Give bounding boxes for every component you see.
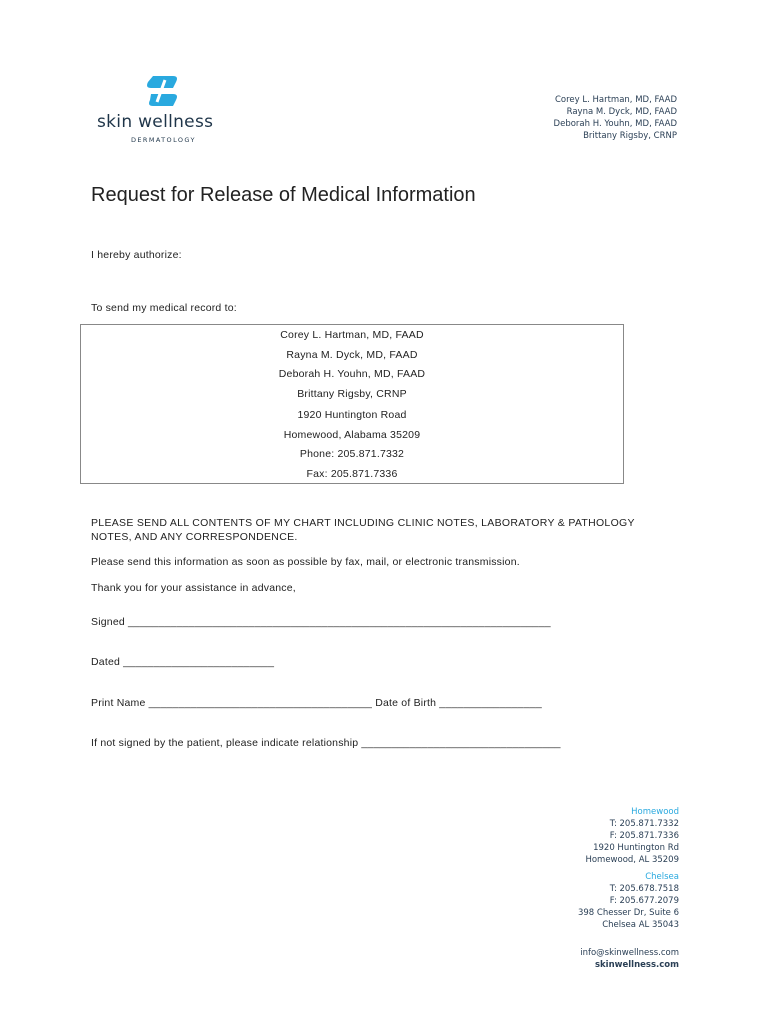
location-city: Chelsea	[645, 872, 679, 882]
asap-text: Please send this information as soon as possible by fax, mail, or electronic transmission.	[91, 556, 520, 568]
header-doctor: Brittany Rigsby, CRNP	[583, 131, 677, 141]
location-line: Homewood, AL 35209	[585, 855, 679, 865]
recipient-line: Deborah H. Youhn, MD, FAAD	[278, 368, 426, 380]
authorize-line[interactable]: I hereby authorize:	[91, 249, 182, 261]
location-line: 1920 Huntington Rd	[593, 843, 679, 853]
brand-logo	[95, 74, 230, 146]
location-line: Chelsea AL 35043	[602, 920, 679, 930]
contact-block	[580, 947, 679, 971]
recipient-line: 1920 Huntington Road	[297, 409, 407, 421]
print-name-dob-field[interactable]: Print Name _____________________________________ Date of Birth _________________	[91, 697, 542, 709]
website-link[interactable]: skinwellness.com	[594, 960, 679, 970]
recipient-box	[80, 324, 624, 484]
brand-subtitle: DERMATOLOGY	[131, 136, 196, 144]
send-to-label: To send my medical record to:	[91, 302, 237, 314]
location-line: F: 205.871.7336	[609, 831, 679, 841]
location-line: T: 205.871.7332	[609, 819, 679, 829]
location-city: Homewood	[631, 807, 679, 817]
recipient-line: Phone: 205.871.7332	[299, 448, 405, 460]
brand-name: skin wellness	[97, 112, 214, 132]
send-all-contents-text: PLEASE SEND ALL CONTENTS OF MY CHART INCLUDING CLINIC NOTES, LABORATORY & PATHOLOGY NOTES, AND ANY CORRESPONDENCE.	[91, 517, 635, 543]
recipient-line: Rayna M. Dyck, MD, FAAD	[286, 349, 418, 361]
header-doctor: Deborah H. Youhn, MD, FAAD	[553, 119, 677, 129]
location-line: T: 205.678.7518	[609, 884, 679, 894]
location-homewood	[585, 806, 679, 866]
dated-field[interactable]: Dated _________________________	[91, 656, 275, 668]
recipient-line: Homewood, Alabama 35209	[283, 429, 421, 441]
location-line: 398 Chesser Dr, Suite 6	[577, 908, 679, 918]
logo-mark-icon	[143, 74, 181, 108]
recipient-line: Fax: 205.871.7336	[306, 468, 398, 480]
header-doctor: Corey L. Hartman, MD, FAAD	[554, 95, 677, 105]
location-line: F: 205.677.2079	[609, 896, 679, 906]
relationship-field[interactable]: If not signed by the patient, please indicate relationship _________________________________	[91, 737, 561, 749]
location-chelsea	[578, 871, 679, 931]
header-doctor: Rayna M. Dyck, MD, FAAD	[566, 107, 677, 117]
recipient-line: Brittany Rigsby, CRNP	[297, 388, 407, 400]
signed-field[interactable]: Signed ______________________________________________________________________	[91, 616, 551, 628]
recipient-line: Corey L. Hartman, MD, FAAD	[280, 329, 424, 341]
header-doctors-list	[554, 94, 677, 142]
email-link[interactable]: info@skinwellness.com	[580, 948, 679, 958]
thanks-text: Thank you for your assistance in advance,	[91, 582, 296, 594]
page-title: Request for Release of Medical Information	[91, 184, 476, 206]
